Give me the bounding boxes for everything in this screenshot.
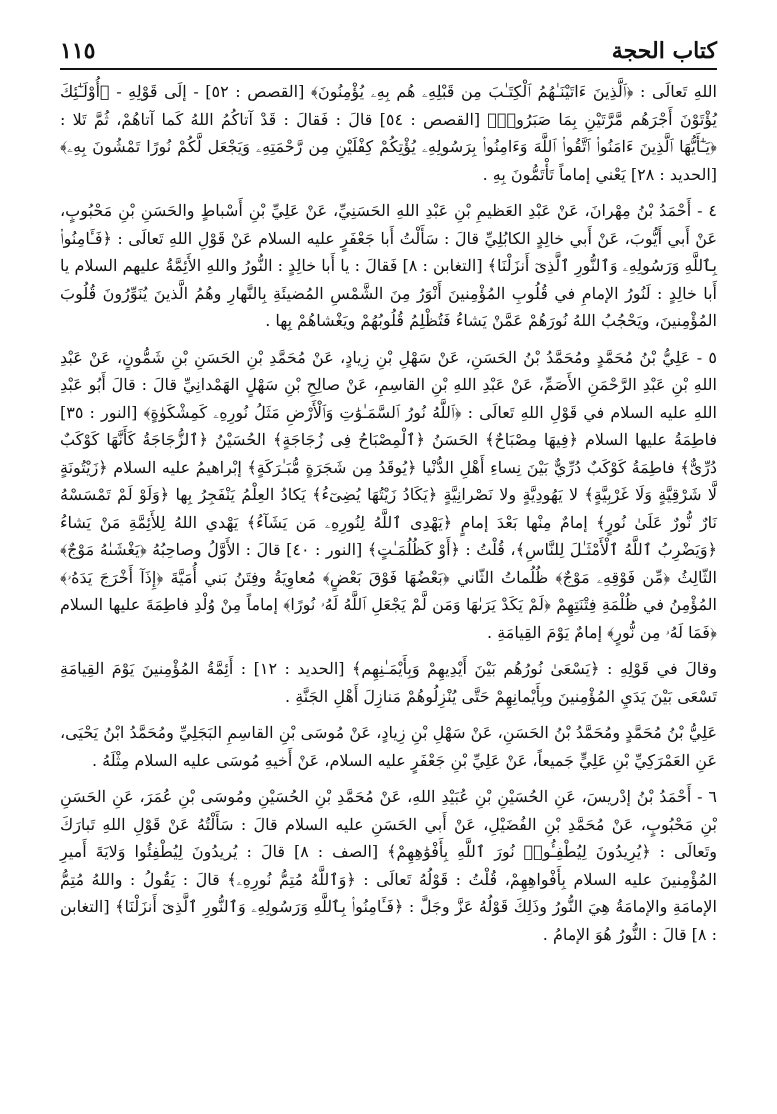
- paragraph: ٦ - أَحْمَدُ بْنُ إدْريسَ، عَنِ الحُسَيْنِ بْنِ عُبَيْدِ اللهِ، عَنْ مُحَمَّدِ بْنِ الحُسَيْنِ ومُوسَى بْنِ عُمَرَ، عَنِ الحَسَنِ بْنِ مَحْبُوبٍ، عَنْ مُحَمَّدِ بْنِ الفُضَيْلِ، عَنْ أَبي الحَسَنِ عليه السلام قالَ : سَأَلْتُهُ عَنْ قَوْلِ اللهِ تَبارَكَ وتَعالَى : ﴿يُرِيدُونَ لِيُطْفِـُٔوا۟ نُورَ ٱللَّهِ بِأَفْوَٰهِهِمْ﴾ [الصف : ٨] قالَ : يُريدُونَ لِيُطْفِئُوا وَلايَةَ أَميرِ المُؤْمِنينَ عليه السلام بِأَفْواهِهِمْ، قُلْتُ : قَوْلُهُ تَعالَى : ﴿وَٱللَّهُ مُتِمُّ نُورِهِۦ﴾ قالَ : يَقُولُ : واللهُ مُتِمُّ الإمامَةِ والإمامَةُ هِيَ النُّورُ وذَلِكَ قَوْلُهُ عَزَّ وجَلَّ : ﴿فَـَٔامِنُوا۟ بِٱللَّهِ وَرَسُولِهِۦ وَٱلنُّورِ ٱلَّذِىٓ أَنزَلْنَا﴾ [التغابن : ٨] قالَ : النُّورُ هُوَ الإمامُ .: [60, 787, 718, 944]
- paragraph: اللهِ تَعالَى : ﴿ٱلَّذِينَ ءَاتَيْنَـٰهُمُ ٱلْكِتَـٰبَ مِن قَبْلِهِۦ هُم بِهِۦ يُؤْمِنُونَ﴾ [القصص : ٥٢] - إلَى قَوْلِهِ - ﴿أُوْلَـٰٓئِكَ يُؤْتَوْنَ أَجْرَهُم مَّرَّتَيْنِ بِمَا صَبَرُوا۟﴾ [القصص : ٥٤] قالَ : فَقالَ : قَدْ آتاكُمُ اللهُ كَما آتاهُمْ، ثُمَّ تَلا : ﴿يَـٰٓأَيُّهَا ٱلَّذِينَ ءَامَنُوا۟ ٱتَّقُوا۟ ٱللَّهَ وَءَامِنُوا۟ بِرَسُولِهِۦ يُؤْتِكُمْ كِفْلَيْنِ مِن رَّحْمَتِهِۦ وَيَجْعَل لَّكُمْ نُورًا تَمْشُونَ بِهِۦ﴾ [الحديد : ٢٨] يَعْني إماماً تَأْتَمُّونَ بِهِ .: [60, 82, 718, 184]
- paragraph: وقالَ في قَوْلِهِ : ﴿يَسْعَىٰ نُورُهُم بَيْنَ أَيْدِيهِمْ وَبِأَيْمَـٰنِهِم﴾ [الحديد : ١٢] : أَئِمَّةُ المُؤْمِنينَ يَوْمَ القِيامَةِ تَسْعَى بَيْنَ يَدَيِ المُؤْمِنينَ وبِأَيْمانِهِمْ حَتَّى يُنْزِلُوهُمْ مَنازِلَ أَهْلِ الجَنَّةِ .: [60, 659, 718, 706]
- page-number: ١١٥: [60, 38, 96, 64]
- page-header: [60, 28, 717, 70]
- running-title: كتاب الحجة: [611, 38, 717, 64]
- paragraph: ٥ - عَلِيُّ بْنُ مُحَمَّدٍ ومُحَمَّدُ بْنُ الحَسَنِ، عَنْ سَهْلِ بْنِ زِيادٍ، عَنْ مُحَمَّدِ بْنِ الحَسَنِ بْنِ شَمُّونٍ، عَنْ عَبْدِ اللهِ بْنِ عَبْدِ الرَّحْمَنِ الأَصَمِّ، عَنْ عَبْدِ اللهِ بْنِ القاسِمِ، عَنْ صالِحِ بْنِ سَهْلٍ الهَمْدانِيِّ قالَ : قالَ أَبُو عَبْدِ اللهِ عليه السلام في قَوْلِ اللهِ تَعالَى : ﴿ٱللَّهُ نُورُ ٱلسَّمَـٰوَٰتِ وَٱلْأَرْضِ مَثَلُ نُورِهِۦ كَمِشْكَوٰةٍ﴾ [النور : ٣٥] فاطِمَةُ عليها السلام ﴿فِيهَا مِصْبَاحٌ﴾ الحَسَنُ ﴿ٱلْمِصْبَاحُ فِى زُجَاجَةٍ﴾ الحُسَيْنُ ﴿ٱلزُّجَاجَةُ كَأَنَّهَا كَوْكَبٌ دُرِّىٌّ﴾ فاطِمَةُ كَوْكَبٌ دُرِّيٌّ بَيْنَ نِساءِ أَهْلِ الدُّنْيا ﴿يُوقَدُ مِن شَجَرَةٍ مُّبَـٰرَكَةٍ﴾ إبْراهيمُ عليه السلام ﴿زَيْتُونَةٍ لَّا شَرْقِيَّةٍ وَلَا غَرْبِيَّةٍ﴾ لا يَهُودِيَّةٍ ولا نَصْرانِيَّةٍ ﴿يَكَادُ زَيْتُهَا يُضِىٓءُ﴾ يَكادُ العِلْمُ يَنْفَجِرُ بِها ﴿وَلَوْ لَمْ تَمْسَسْهُ نَارٌ نُّورٌ عَلَىٰ نُورٍ﴾ إمامٌ مِنْها بَعْدَ إمامٍ ﴿يَهْدِى ٱللَّهُ لِنُورِهِۦ مَن يَشَآءُ﴾ يَهْدي اللهُ لِلأَئِمَّةِ مَنْ يَشاءُ ﴿وَيَضْرِبُ ٱللَّهُ ٱلْأَمْثَـٰلَ لِلنَّاسِ﴾، قُلْتُ : ﴿أَوْ كَظُلُمَـٰتٍ﴾ [النور : ٤٠] قالَ : الأَوَّلُ وصاحِبُهُ ﴿يَغْشَىٰهُ مَوْجٌ﴾ الثّالِثُ ﴿مِّن فَوْقِهِۦ مَوْجٌ﴾ ظُلُماتُ الثّاني ﴿بَعْضُهَا فَوْقَ بَعْضٍ﴾ مُعاوِيَةُ وفِتَنُ بَني أُمَيَّةَ ﴿إِذَآ أَخْرَجَ يَدَهُۥ﴾ المُؤْمِنُ في ظُلْمَةِ فِتْنَتِهِمْ ﴿لَمْ يَكَدْ يَرَىٰهَا وَمَن لَّمْ يَجْعَلِ ٱللَّهُ لَهُۥ نُورًا﴾ إماماً مِنْ وُلْدِ فاطِمَةَ عليها السلام ﴿فَمَا لَهُۥ مِن نُّورٍ﴾ إمامٌ يَوْمَ القِيامَةِ .: [60, 347, 717, 642]
- page-body: [60, 78, 717, 1094]
- paragraph: ٤ - أَحْمَدُ بْنُ مِهْرانَ، عَنْ عَبْدِ العَظيمِ بْنِ عَبْدِ اللهِ الحَسَنِيِّ، عَنْ عَلِيِّ بْنِ أَسْباطٍ والحَسَنِ بْنِ مَحْبُوبٍ، عَنْ أَبي أَيُّوبَ، عَنْ أَبي خالِدٍ الكابُلِيِّ قالَ : سَأَلْتُ أَبا جَعْفَرٍ عليه السلام عَنْ قَوْلِ اللهِ تَعالَى : ﴿فَـَٔامِنُوا۟ بِٱللَّهِ وَرَسُولِهِۦ وَٱلنُّورِ ٱلَّذِىٓ أَنزَلْنَا﴾ [التغابن : ٨] فَقالَ : يا أَبا خالِدٍ : النُّورُ واللهِ الأَئِمَّةُ عليهم السلام يا أَبا خالِدٍ : لَنُورُ الإمامِ في قُلُوبِ المُؤْمِنينَ أَنْوَرُ مِنَ الشَّمْسِ المُضيئَةِ بِالنَّهارِ وهُمُ الَّذينَ يُنَوِّرُونَ قُلُوبَ المُؤْمِنينَ، ويَحْجُبُ اللهُ نُورَهُمْ عَمَّنْ يَشاءُ فَتُظْلِمُ قُلُوبُهُمْ ويَغْشاهُمْ بِها .: [60, 201, 718, 330]
- paragraph: عَلِيُّ بْنُ مُحَمَّدٍ ومُحَمَّدُ بْنُ الحَسَنِ، عَنْ سَهْلِ بْنِ زِيادٍ، عَنْ مُوسَى بْنِ القاسِمِ البَجَلِيِّ ومُحَمَّدُ ابْنُ يَحْيَى، عَنِ العَمْرَكِيِّ بْنِ عَلِيٍّ جَميعاً، عَنْ عَلِيِّ بْنِ جَعْفَرٍ عليه السلام، عَنْ أَخيهِ مُوسَى عليه السلام مِثْلَهُ .: [60, 723, 717, 770]
